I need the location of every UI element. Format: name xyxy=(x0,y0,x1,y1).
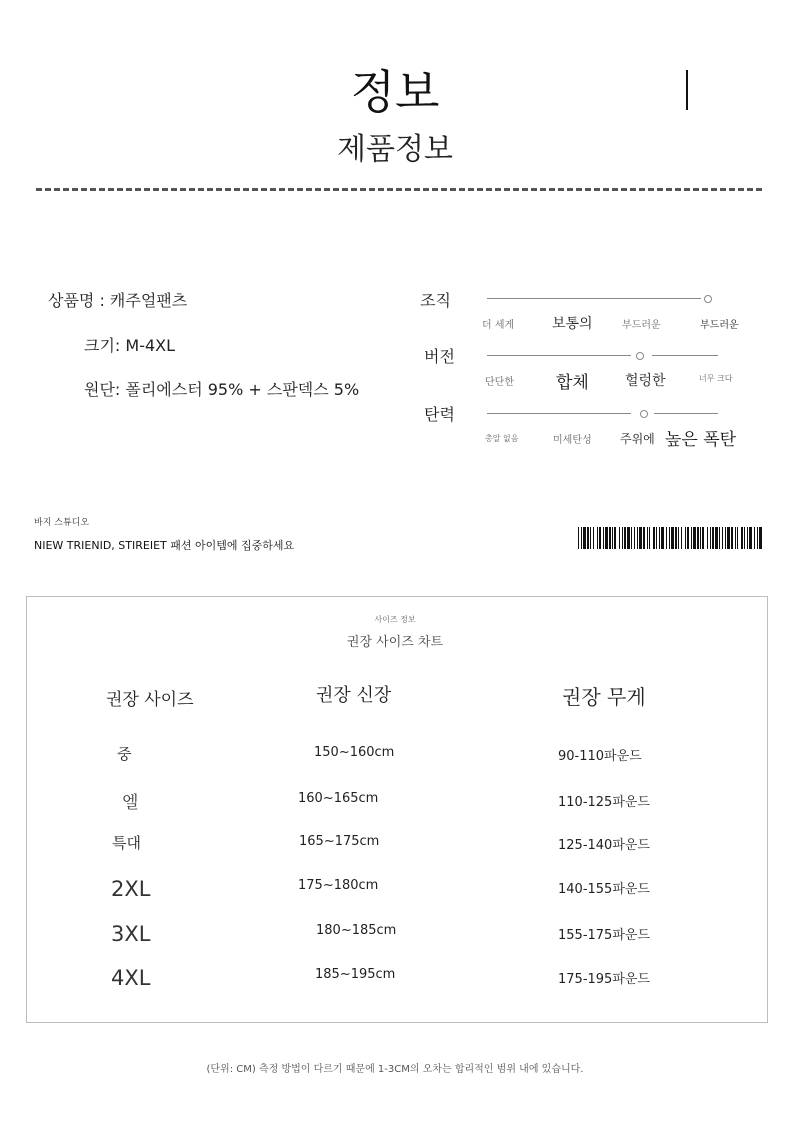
attribute-track xyxy=(487,355,631,356)
height-cell: 150~160cm xyxy=(314,745,395,760)
attribute-option: 너무 크다 xyxy=(699,374,733,383)
attribute-option-selected: 합체 xyxy=(556,373,589,393)
weight-cell: 90-110파운드 xyxy=(558,749,642,764)
attribute-label: 버전 xyxy=(424,347,455,366)
attribute-option-selected: 높은 폭탄 xyxy=(665,430,737,450)
size-cell: 중 xyxy=(117,745,132,763)
column-header-height: 권장 신장 xyxy=(316,685,392,706)
attribute-option: 헐렁한 xyxy=(625,373,666,389)
size-cell: 4XL xyxy=(111,966,151,990)
attribute-indicator xyxy=(636,352,644,360)
dashed-divider xyxy=(36,188,762,191)
weight-cell: 155-175파운드 xyxy=(558,928,650,943)
attribute-track xyxy=(654,413,718,414)
attribute-option: 단단한 xyxy=(485,377,514,388)
product-name: 상품명 : 캐주얼팬츠 xyxy=(48,291,188,310)
attribute-indicator xyxy=(640,410,648,418)
page-title: 정보 xyxy=(350,65,440,119)
page-subtitle: 제품정보 xyxy=(337,132,453,167)
product-fabric: 원단: 폴리에스터 95% + 스판덱스 5% xyxy=(84,380,360,399)
height-cell: 180~185cm xyxy=(316,923,397,938)
size-cell: 엘 xyxy=(122,793,139,813)
height-cell: 175~180cm xyxy=(298,878,379,893)
attribute-indicator xyxy=(704,295,712,303)
height-cell: 160~165cm xyxy=(298,791,379,806)
attribute-option: 주위에 xyxy=(620,432,655,446)
attribute-option: 총알 없음 xyxy=(485,434,519,443)
attribute-option: 보통의 xyxy=(552,316,593,332)
size-chart-kicker: 사이즈 정보 xyxy=(374,615,416,624)
height-cell: 165~175cm xyxy=(299,834,380,849)
header-divider-bar xyxy=(686,70,688,110)
weight-cell: 125-140파운드 xyxy=(558,838,650,853)
height-cell: 185~195cm xyxy=(315,967,396,982)
attribute-track xyxy=(487,413,631,414)
weight-cell: 140-155파운드 xyxy=(558,882,650,897)
attribute-option-selected: 부드러운 xyxy=(700,320,739,331)
attribute-option: 미세탄성 xyxy=(553,435,592,446)
weight-cell: 175-195파운드 xyxy=(558,972,650,987)
attribute-option: 부드러운 xyxy=(622,320,661,331)
column-header-size: 권장 사이즈 xyxy=(106,690,194,710)
size-chart-title: 권장 사이즈 차트 xyxy=(346,635,444,650)
attribute-label: 탄력 xyxy=(424,405,455,424)
size-cell: 2XL xyxy=(111,877,151,901)
attribute-option: 더 세게 xyxy=(482,320,515,331)
attribute-label: 조직 xyxy=(420,291,451,310)
weight-cell: 110-125파운드 xyxy=(558,795,650,810)
attribute-track xyxy=(652,355,718,356)
product-size: 크기: M-4XL xyxy=(84,336,176,355)
barcode-icon xyxy=(578,527,762,549)
brand-studio: 바지 스튜디오 xyxy=(34,518,90,528)
measurement-footnote: (단위: CM) 측정 방법이 다르기 때문에 1-3CM의 오차는 합리적인 범위 내에 있습니다. xyxy=(206,1064,584,1075)
column-header-weight: 권장 무게 xyxy=(562,685,646,709)
brand-tagline: NIEW TRIENID, STIREIET 패션 아이템에 집중하세요 xyxy=(34,539,295,552)
size-cell: 3XL xyxy=(111,922,151,946)
size-cell: 특대 xyxy=(112,834,141,852)
attribute-track xyxy=(487,298,701,299)
